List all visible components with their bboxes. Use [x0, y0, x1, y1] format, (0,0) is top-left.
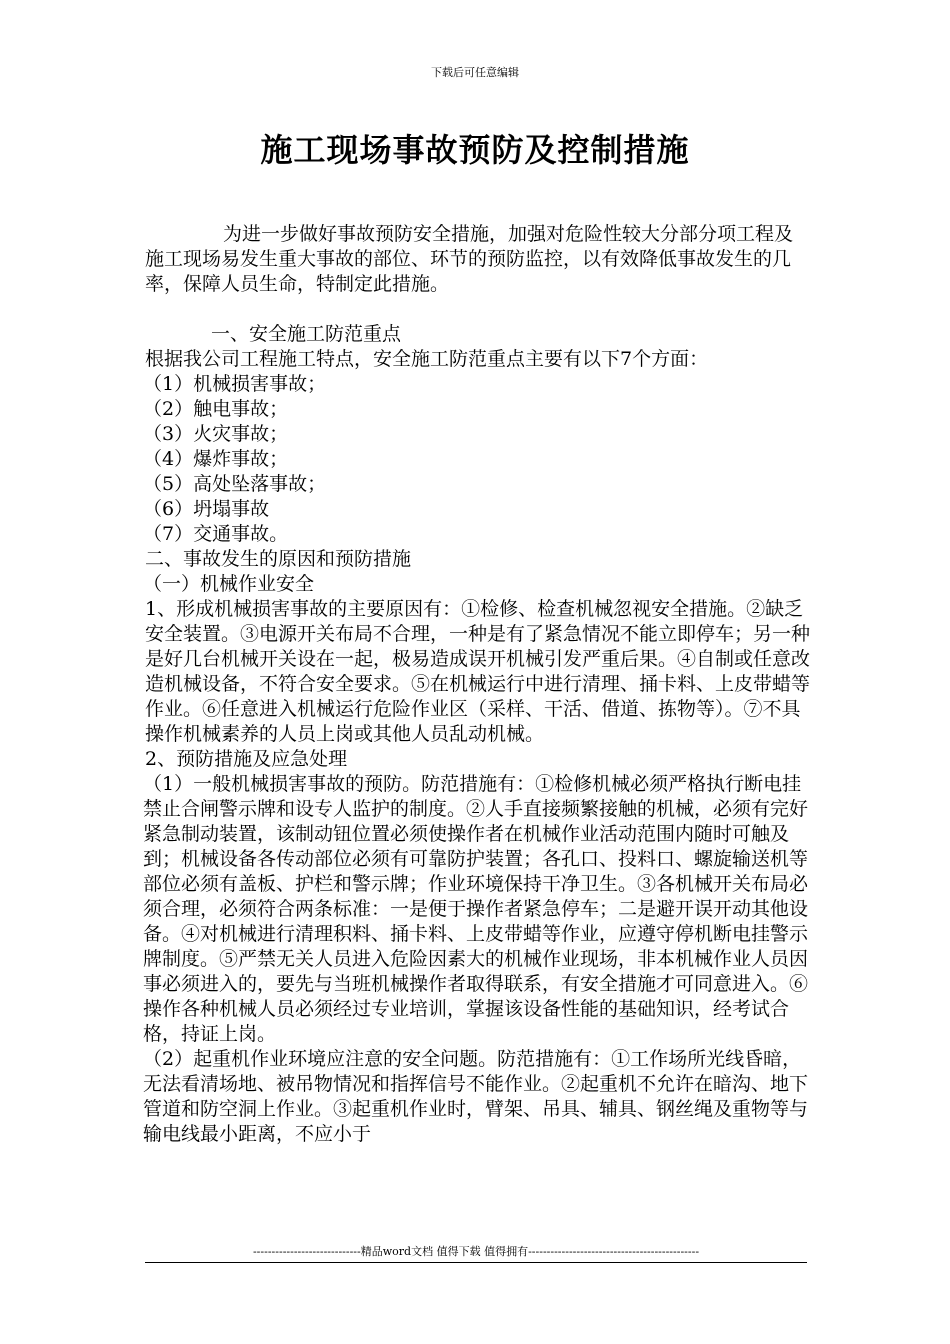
list-item: （5）高处坠落事故； — [143, 473, 327, 495]
list-item: （2）触电事故； — [143, 398, 289, 420]
list-item: （3）火灾事故； — [143, 423, 289, 445]
prevention-heading: 2、预防措施及应急处理 — [145, 748, 348, 770]
intro-paragraph: 为进一步做好事故预防安全措施，加强对危险性较大分部分项工程及施工现场易发生重大事故的部位、环节的预防监控，以有效降低事故发生的几率，保障人员生命，特制定此措施。 — [145, 223, 794, 295]
prevention-paragraph-2: （2）起重机作业环境应注意的安全问题。防范措施有：①工作场所光线昏暗，无法看清场地、被吊物情况和指挥信号不能作业。②起重机不允许在暗沟、地下管道和防空洞上作业。③起重机作业时，臂架、吊具、辅具、钢丝绳及重物等与输电线最小距离，不应小于 — [143, 1048, 809, 1145]
document-title: 施工现场事故预防及控制措施 — [260, 131, 690, 169]
document-body — [145, 222, 810, 1147]
list-item: （7）交通事故。 — [143, 523, 289, 545]
causes-paragraph: 1、形成机械损害事故的主要原因有：①检修、检查机械忽视安全措施。②缺乏安全装置。③电源开关布局不合理，一种是有了紧急情况不能立即停车；另一种是好几台机械开关设在一起，极易造成误开机械引发严重后果。④自制或任意改造机械设备，不符合安全要求。⑤在机械运行中进行清理、捅卡料、上皮带蜡等作业。⑥任意进入机械运行危险作业区（采样、干活、借道、拣物等）。⑦不具操作机械素养的人员上岗或其他人员乱动机械。 — [145, 598, 811, 745]
footer-text: -----------------------------精品word文档 值得下载 值得拥有---------------------------------------------- — [252, 1245, 700, 1258]
list-item: （4）爆炸事故； — [143, 448, 289, 470]
footer-divider — [145, 1262, 807, 1263]
section-heading-1: 一、安全施工防范重点 — [211, 323, 402, 345]
list-item: （6）坍塌事故 — [143, 498, 270, 520]
section-heading-2: 二、事故发生的原因和预防措施 — [145, 548, 412, 570]
header-note: 下载后可任意编辑 — [431, 66, 519, 79]
section-lead-paragraph: 根据我公司工程施工特点，安全施工防范重点主要有以下7个方面： — [145, 348, 709, 370]
list-item: （1）机械损害事故； — [143, 373, 327, 395]
prevention-paragraph-1: （1）一般机械损害事故的预防。防范措施有：①检修机械必须严格执行断电挂禁止合闸警示牌和设专人监护的制度。②人手直接频繁接触的机械，必须有完好紧急制动装置，该制动钮位置必须使操作者在机械作业活动范围内随时可触及到；机械设备各传动部位必须有可靠防护装置；各孔口、投料口、螺旋输送机等部位必须有盖板、护栏和警示牌；作业环境保持干净卫生。③各机械开关布局必须合理，必须符合两条标准：一是便于操作者紧急停车；二是避开误开动其他设备。④对机械进行清理积料、捅卡料、上皮带蜡等作业，应遵守停机断电挂警示牌制度。⑤严禁无关人员进入危险因素大的机械作业现场，非本机械作业人员因事必须进入的，要先与当班机械操作者取得联系，有安全措施才可同意进入。⑥操作各种机械人员必须经过专业培训，掌握该设备性能的基础知识，经考试合格，持证上岗。 — [143, 773, 809, 1045]
subsection-heading: （一）机械作业安全 — [143, 573, 315, 595]
